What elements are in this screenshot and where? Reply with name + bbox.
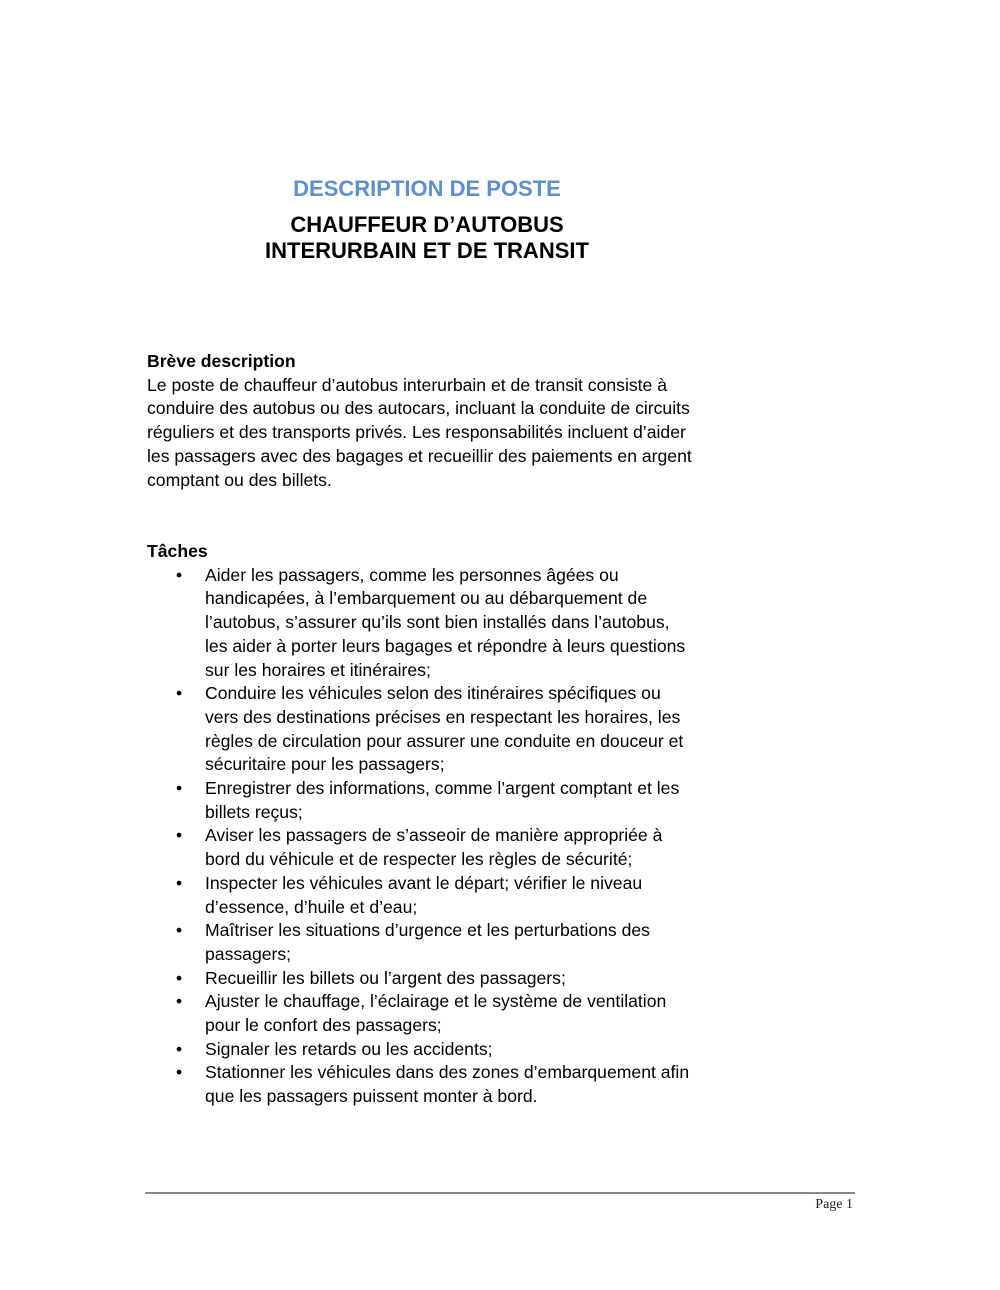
- summary-line: comptant ou des billets.: [147, 469, 332, 490]
- task-line: Signaler les retards ou les accidents;: [205, 1038, 493, 1059]
- task-line: Maîtriser les situations d’urgence et les perturbations des: [205, 920, 650, 941]
- page-number: Page 1: [815, 1197, 853, 1212]
- task-line: Inspecter les véhicules avant le départ; vérifier le niveau: [205, 872, 643, 893]
- task-item: [147, 1061, 689, 1108]
- task-item: [147, 824, 689, 871]
- task-item: [147, 564, 689, 683]
- task-item: [147, 872, 689, 919]
- bullet-icon: •: [176, 1062, 183, 1083]
- tasks-heading: Tâches: [147, 541, 208, 561]
- summary-paragraph: [147, 374, 692, 493]
- footer-divider: [145, 1192, 855, 1194]
- summary-line: Le poste de chauffeur d’autobus interurbain et de transit consiste à: [147, 374, 668, 395]
- task-line: bord du véhicule et de respecter les règles de sécurité;: [205, 849, 633, 870]
- bullet-icon: •: [176, 825, 183, 846]
- task-line: billets reçus;: [205, 801, 303, 822]
- task-item: [147, 777, 689, 824]
- summary-line: réguliers et des transports privés. Les responsabilités incluent d’aider: [147, 422, 686, 443]
- task-line: Aviser les passagers de s’asseoir de manière appropriée à: [205, 825, 663, 846]
- task-item: [147, 967, 689, 991]
- task-list: [147, 564, 689, 1109]
- task-line: Stationner les véhicules dans des zones d’embarquement afin: [205, 1062, 690, 1083]
- task-line: que les passagers puissent monter à bord.: [205, 1086, 538, 1107]
- tasks-section: [147, 540, 689, 1109]
- task-line: Aider les passagers, comme les personnes âgées ou: [205, 564, 619, 585]
- bullet-icon: •: [176, 872, 183, 893]
- document-type-label: DESCRIPTION DE POSTE: [293, 176, 561, 201]
- task-line: les aider à porter leurs bagages et répondre à leurs questions: [205, 635, 686, 656]
- job-title: [0, 212, 854, 264]
- task-line: sur les horaires et itinéraires;: [205, 659, 431, 680]
- task-line: Ajuster le chauffage, l’éclairage et le système de ventilation: [205, 991, 667, 1012]
- job-title-line: CHAUFFEUR D’AUTOBUS: [290, 212, 564, 237]
- task-item: [147, 990, 689, 1037]
- task-line: règles de circulation pour assurer une conduite en douceur et: [205, 730, 684, 751]
- bullet-icon: •: [176, 967, 183, 988]
- task-item: [147, 919, 689, 966]
- task-line: sécuritaire pour les passagers;: [205, 754, 445, 775]
- summary-line: conduire des autobus ou des autocars, incluant la conduite de circuits: [147, 398, 690, 419]
- task-line: passagers;: [205, 943, 292, 964]
- task-line: vers des destinations précises en respectant les horaires, les: [205, 706, 681, 727]
- task-line: Recueillir les billets ou l’argent des passagers;: [205, 967, 566, 988]
- bullet-icon: •: [176, 564, 183, 585]
- task-line: l’autobus, s’assurer qu’ils sont bien installés dans l’autobus,: [205, 612, 670, 633]
- bullet-icon: •: [176, 1038, 183, 1059]
- job-title-line: INTERURBAIN ET DE TRANSIT: [265, 238, 589, 263]
- task-line: pour le confort des passagers;: [205, 1015, 442, 1036]
- task-item: [147, 682, 689, 777]
- bullet-icon: •: [176, 991, 183, 1012]
- task-line: Conduire les véhicules selon des itinéraires spécifiques ou: [205, 683, 661, 704]
- bullet-icon: •: [176, 920, 183, 941]
- task-item: [147, 1038, 689, 1062]
- summary-heading: Brève description: [147, 351, 296, 371]
- task-line: Enregistrer des informations, comme l’argent comptant et les: [205, 778, 680, 799]
- bullet-icon: •: [176, 778, 183, 799]
- summary-line: les passagers avec des bagages et recueillir des paiements en argent: [147, 445, 692, 466]
- task-line: d’essence, d’huile et d’eau;: [205, 896, 418, 917]
- summary-section: [147, 350, 692, 492]
- bullet-icon: •: [176, 683, 183, 704]
- task-line: handicapées, à l’embarquement ou au débarquement de: [205, 588, 648, 609]
